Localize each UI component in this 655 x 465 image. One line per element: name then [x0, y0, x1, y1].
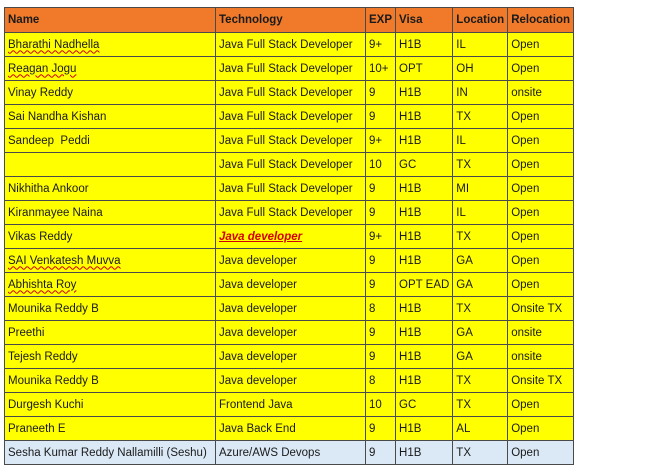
cell-visa[interactable]: H1B [396, 81, 453, 105]
cell-visa[interactable]: H1B [396, 321, 453, 345]
cell-visa[interactable]: GC [396, 393, 453, 417]
cell-location[interactable]: GA [453, 345, 508, 369]
cell-technology[interactable]: Java Full Stack Developer [216, 201, 366, 225]
cell-visa[interactable]: GC [396, 153, 453, 177]
highlighted-technology-text: Java developer [219, 230, 303, 243]
cell-exp[interactable]: 10 [366, 153, 396, 177]
cell-relocation[interactable]: Open [508, 417, 574, 441]
cell-technology[interactable]: Java Full Stack Developer [216, 177, 366, 201]
cell-name[interactable]: Tejesh Reddy [5, 345, 216, 369]
table-row [5, 417, 574, 441]
name-text: Bharathi Nadhella [8, 38, 100, 51]
table-row [5, 201, 574, 225]
cell-name[interactable] [5, 249, 216, 273]
cell-exp[interactable]: 9 [366, 273, 396, 297]
cell-exp[interactable]: 9+ [366, 33, 396, 57]
cell-location[interactable]: TX [453, 105, 508, 129]
name-text: SAI Venkatesh Muvva [8, 254, 121, 267]
cell-location[interactable]: GA [453, 249, 508, 273]
header-exp[interactable]: EXP [366, 8, 396, 33]
cell-exp[interactable]: 10 [366, 393, 396, 417]
cell-exp[interactable]: 9 [366, 81, 396, 105]
cell-location[interactable]: GA [453, 321, 508, 345]
cell-relocation[interactable]: Open [508, 201, 574, 225]
cell-technology[interactable]: Java Back End [216, 417, 366, 441]
cell-technology[interactable]: Java developer [216, 345, 366, 369]
cell-relocation[interactable]: Open [508, 129, 574, 153]
cell-name[interactable]: Mounika Reddy B [5, 369, 216, 393]
table-row [5, 177, 574, 201]
name-text: Abhishta Roy [8, 278, 77, 291]
cell-location[interactable]: IL [453, 129, 508, 153]
cell-visa[interactable]: H1B [396, 105, 453, 129]
header-row [5, 8, 574, 33]
table-row [5, 249, 574, 273]
cell-visa[interactable]: H1B [396, 417, 453, 441]
cell-visa[interactable]: H1B [396, 345, 453, 369]
cell-exp[interactable]: 9+ [366, 225, 396, 249]
cell-technology[interactable]: Java Full Stack Developer [216, 105, 366, 129]
table-row [5, 153, 574, 177]
cell-technology[interactable]: Frontend Java [216, 393, 366, 417]
header-relocation[interactable]: Relocation [508, 8, 574, 33]
cell-technology[interactable]: Java Full Stack Developer [216, 129, 366, 153]
cell-relocation[interactable]: Open [508, 225, 574, 249]
cell-relocation[interactable]: Open [508, 153, 574, 177]
candidates-table [4, 7, 574, 465]
cell-location[interactable]: TX [453, 153, 508, 177]
cell-name[interactable]: Sandeep Peddi [5, 129, 216, 153]
cell-name[interactable]: Vinay Reddy [5, 81, 216, 105]
cell-relocation[interactable]: Onsite TX [508, 369, 574, 393]
table-row [5, 57, 574, 81]
cell-visa[interactable]: OPT EAD [396, 273, 453, 297]
header-technology[interactable]: Technology [216, 8, 366, 33]
cell-relocation[interactable]: onsite [508, 81, 574, 105]
cell-exp[interactable]: 8 [366, 297, 396, 321]
cell-exp[interactable]: 8 [366, 369, 396, 393]
table-row [5, 321, 574, 345]
cell-name[interactable]: Durgesh Kuchi [5, 393, 216, 417]
cell-exp[interactable]: 9 [366, 105, 396, 129]
table-row [5, 273, 574, 297]
cell-location[interactable]: IL [453, 33, 508, 57]
cell-relocation[interactable]: Open [508, 177, 574, 201]
cell-name[interactable] [5, 273, 216, 297]
cell-exp[interactable]: 9 [366, 201, 396, 225]
cell-visa[interactable]: H1B [396, 297, 453, 321]
cell-location[interactable]: GA [453, 273, 508, 297]
cell-visa[interactable]: H1B [396, 225, 453, 249]
cell-location[interactable]: TX [453, 393, 508, 417]
table-row [5, 369, 574, 393]
cell-exp[interactable]: 9 [366, 441, 396, 465]
cell-relocation[interactable]: Open [508, 441, 574, 465]
cell-visa[interactable]: H1B [396, 201, 453, 225]
cell-relocation[interactable]: Open [508, 249, 574, 273]
cell-location[interactable]: IL [453, 201, 508, 225]
cell-name[interactable] [5, 33, 216, 57]
cell-technology[interactable]: Java developer [216, 297, 366, 321]
cell-name[interactable]: Praneeth E [5, 417, 216, 441]
cell-location[interactable]: OH [453, 57, 508, 81]
cell-relocation[interactable]: Open [508, 273, 574, 297]
header-name[interactable]: Name [5, 8, 216, 33]
cell-relocation[interactable]: Open [508, 393, 574, 417]
cell-exp[interactable]: 9 [366, 345, 396, 369]
cell-relocation[interactable]: Open [508, 57, 574, 81]
cell-relocation[interactable]: Onsite TX [508, 297, 574, 321]
cell-technology[interactable]: Java Full Stack Developer [216, 81, 366, 105]
cell-technology[interactable]: Java developer [216, 369, 366, 393]
cell-location[interactable]: TX [453, 441, 508, 465]
cell-technology[interactable]: Java developer [216, 249, 366, 273]
name-text: Reagan Jogu [8, 62, 77, 75]
cell-exp[interactable]: 9 [366, 417, 396, 441]
cell-name[interactable]: Vikas Reddy [5, 225, 216, 249]
table-row [5, 81, 574, 105]
cell-technology[interactable]: Java developer [216, 273, 366, 297]
cell-exp[interactable]: 9 [366, 177, 396, 201]
table-row [5, 105, 574, 129]
table-row [5, 441, 574, 465]
cell-location[interactable]: MI [453, 177, 508, 201]
cell-name[interactable] [5, 153, 216, 177]
cell-name[interactable]: Preethi [5, 321, 216, 345]
cell-relocation[interactable]: Open [508, 105, 574, 129]
cell-location[interactable]: TX [453, 369, 508, 393]
cell-visa[interactable]: H1B [396, 249, 453, 273]
cell-technology[interactable]: Azure/AWS Devops [216, 441, 366, 465]
header-visa[interactable]: Visa [396, 8, 453, 33]
cell-exp[interactable]: 9 [366, 249, 396, 273]
cell-name[interactable]: Kiranmayee Naina [5, 201, 216, 225]
table-row [5, 129, 574, 153]
cell-visa[interactable]: H1B [396, 441, 453, 465]
table-row [5, 225, 574, 249]
table-row [5, 345, 574, 369]
cell-location[interactable]: IN [453, 81, 508, 105]
table-row [5, 393, 574, 417]
cell-visa[interactable]: OPT [396, 57, 453, 81]
cell-exp[interactable]: 9 [366, 321, 396, 345]
cell-technology[interactable]: Java Full Stack Developer [216, 33, 366, 57]
header-location[interactable]: Location [453, 8, 508, 33]
cell-relocation[interactable]: onsite [508, 345, 574, 369]
cell-visa[interactable]: H1B [396, 33, 453, 57]
cell-name[interactable]: Mounika Reddy B [5, 297, 216, 321]
cell-relocation[interactable]: onsite [508, 321, 574, 345]
cell-relocation[interactable]: Open [508, 33, 574, 57]
cell-technology[interactable]: Java Full Stack Developer [216, 57, 366, 81]
cell-name[interactable]: Nikhitha Ankoor [5, 177, 216, 201]
table-row [5, 297, 574, 321]
cell-location[interactable]: TX [453, 225, 508, 249]
table-row [5, 33, 574, 57]
cell-exp[interactable]: 9+ [366, 129, 396, 153]
cell-name[interactable] [5, 57, 216, 81]
cell-technology[interactable]: Java developer [216, 321, 366, 345]
cell-location[interactable]: AL [453, 417, 508, 441]
cell-visa[interactable]: H1B [396, 369, 453, 393]
cell-name[interactable]: Sesha Kumar Reddy Nallamilli (Seshu) [5, 441, 216, 465]
cell-visa[interactable]: H1B [396, 177, 453, 201]
cell-technology[interactable]: Java Full Stack Developer [216, 153, 366, 177]
cell-exp[interactable]: 10+ [366, 57, 396, 81]
cell-technology[interactable] [216, 225, 366, 249]
cell-name[interactable]: Sai Nandha Kishan [5, 105, 216, 129]
cell-location[interactable]: TX [453, 297, 508, 321]
cell-visa[interactable]: H1B [396, 129, 453, 153]
